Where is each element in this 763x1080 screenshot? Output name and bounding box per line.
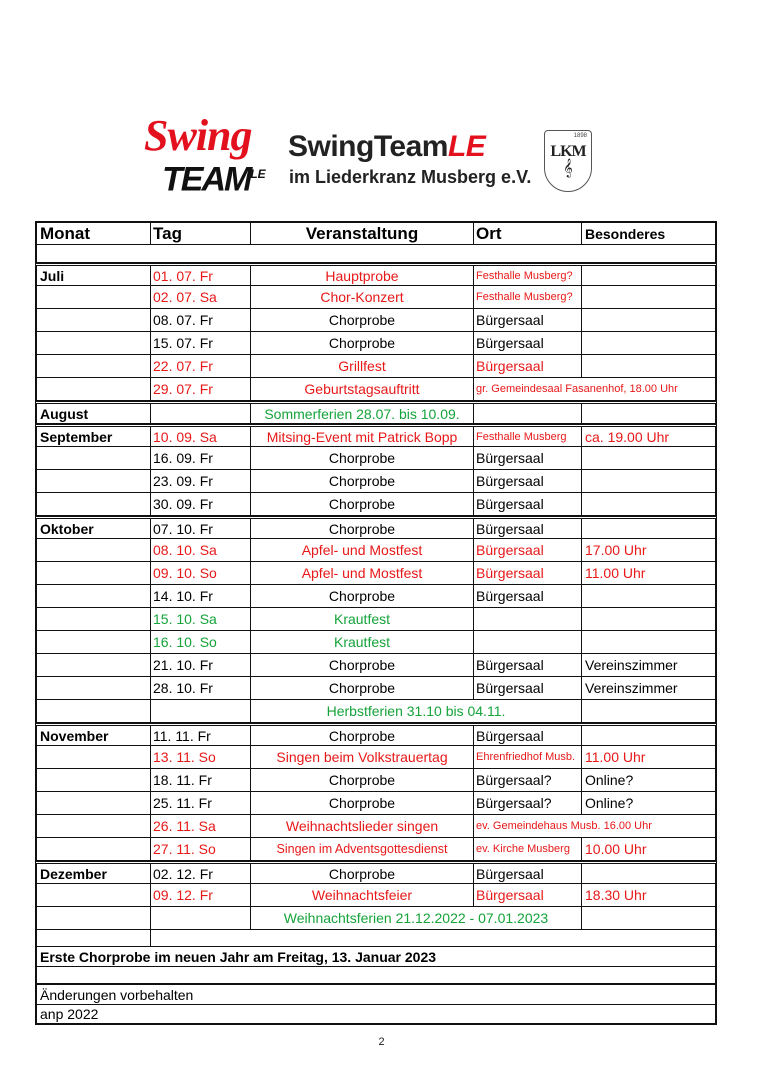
- cell-besonderes: Vereinszimmer: [581, 677, 715, 699]
- cell-veranstaltung: Grillfest: [250, 355, 473, 377]
- cell-besonderes: Vereinszimmer: [581, 654, 715, 676]
- page-number: 2: [378, 1036, 385, 1048]
- spacer-row-footer: [35, 967, 717, 985]
- cell-ort: [473, 404, 581, 423]
- cell-veranstaltung: Chorprobe: [250, 726, 473, 745]
- header-veranstaltung: Veranstaltung: [250, 223, 473, 244]
- cell-monat: [37, 677, 150, 699]
- header-tag: Tag: [150, 223, 250, 244]
- cell-veranstaltung: Mitsing-Event mit Patrick Bopp: [250, 427, 473, 446]
- cell-besonderes: [581, 493, 715, 515]
- cell-tag: 09. 12. Fr: [150, 884, 250, 906]
- cell-besonderes: [581, 355, 715, 377]
- cell-veranstaltung: Sommerferien 28.07. bis 10.09.: [250, 404, 473, 423]
- cell-monat: [37, 631, 150, 653]
- cell-tag: 08. 07. Fr: [150, 309, 250, 331]
- cell-besonderes: [581, 700, 715, 722]
- team-logo-text: [162, 156, 266, 197]
- table-row: [35, 677, 717, 700]
- table-row: [35, 309, 717, 332]
- cell-tag: 21. 10. Fr: [150, 654, 250, 676]
- cell-monat: [37, 562, 150, 584]
- cell-tag: 23. 09. Fr: [150, 470, 250, 492]
- cell-ort: ev. Gemeindehaus Musb. 16.00 Uhr: [473, 815, 715, 837]
- cell-tag: 01. 07. Fr: [150, 266, 250, 285]
- lkm-crest-logo: [544, 130, 592, 192]
- cell-besonderes: [581, 726, 715, 745]
- cell-besonderes: [581, 585, 715, 607]
- cell-ort: Bürgersaal: [473, 355, 581, 377]
- table-row: [35, 815, 717, 838]
- cell-monat: August: [40, 405, 89, 422]
- cell-tag: 13. 11. So: [150, 746, 250, 768]
- brand-title-main: SwingTeam: [288, 130, 448, 163]
- cell-monat: [37, 378, 150, 400]
- cell-tag: 10. 09. Sa: [150, 427, 250, 446]
- table-row: [35, 447, 717, 470]
- cell-veranstaltung: Weihnachtslieder singen: [250, 815, 473, 837]
- cell-ort: Bürgersaal: [473, 677, 581, 699]
- cell-monat: Juli: [40, 267, 65, 284]
- cell-tag: 18. 11. Fr: [150, 769, 250, 791]
- cell-tag: 15. 07. Fr: [150, 332, 250, 354]
- cell-ort: Bürgersaal: [473, 470, 581, 492]
- cell-monat: [37, 539, 150, 561]
- cell-monat: [37, 355, 150, 377]
- brand-subtitle: im Liederkranz Musberg e.V.: [289, 167, 532, 187]
- table-row: [35, 608, 717, 631]
- table-row: [35, 516, 717, 539]
- cell-tag: [150, 404, 250, 423]
- cell-veranstaltung: Weihnachtsfeier: [250, 884, 473, 906]
- cell-monat: [37, 493, 150, 515]
- cell-monat: [37, 608, 150, 630]
- table-row: [35, 769, 717, 792]
- cell-besonderes: [581, 447, 715, 469]
- table-row: [35, 585, 717, 608]
- cell-besonderes: Online?: [581, 769, 715, 791]
- cell-besonderes: [581, 608, 715, 630]
- cell-monat: [37, 309, 150, 331]
- cell-besonderes: [581, 631, 715, 653]
- cell-tag: 02. 12. Fr: [150, 864, 250, 883]
- cell-tag: 25. 11. Fr: [150, 792, 250, 814]
- cell-veranstaltung: Chorprobe: [250, 654, 473, 676]
- cell-veranstaltung: Chorprobe: [250, 493, 473, 515]
- cell-veranstaltung: Chorprobe: [250, 864, 473, 883]
- author-text: anp 2022: [40, 1006, 99, 1022]
- cell-veranstaltung: Geburtstagsauftritt: [250, 378, 473, 400]
- table-row: [35, 355, 717, 378]
- cell-ort: Bürgersaal: [473, 654, 581, 676]
- cell-tag: 27. 11. So: [150, 838, 250, 860]
- first-rehearsal-note: Erste Chorprobe im neuen Jahr am Freitag, 13. Januar 2023: [40, 948, 437, 965]
- cell-besonderes: [581, 519, 715, 538]
- cell-veranstaltung: Chorprobe: [250, 332, 473, 354]
- table-row: [35, 424, 717, 447]
- cell-besonderes: [581, 286, 715, 308]
- header-besonderes: Besonderes: [581, 223, 715, 244]
- cell-tag: 08. 10. Sa: [150, 539, 250, 561]
- cell-tag: [150, 700, 250, 722]
- header-logo: [140, 112, 610, 202]
- first-rehearsal-row: [35, 947, 717, 967]
- cell-tag: 07. 10. Fr: [150, 519, 250, 538]
- brand-title-accent: LE: [447, 130, 486, 163]
- cell-veranstaltung: Weihnachtsferien 21.12.2022 - 07.01.2023: [250, 907, 581, 929]
- cell-tag: 09. 10. So: [150, 562, 250, 584]
- cell-veranstaltung: Chorprobe: [250, 447, 473, 469]
- cell-monat: [37, 447, 150, 469]
- cell-veranstaltung: Krautfest: [250, 608, 473, 630]
- cell-tag: 16. 10. So: [150, 631, 250, 653]
- cell-besonderes: [581, 266, 715, 285]
- cell-veranstaltung: Apfel- und Mostfest: [250, 562, 473, 584]
- cell-veranstaltung: Chorprobe: [250, 519, 473, 538]
- cell-besonderes: 18.30 Uhr: [581, 884, 715, 906]
- table-row: [35, 263, 717, 286]
- le-text: LE: [250, 167, 266, 181]
- cell-monat: [37, 769, 150, 791]
- crest-text: LKM: [550, 143, 586, 160]
- cell-veranstaltung: Chorprobe: [250, 769, 473, 791]
- cell-veranstaltung: Chor-Konzert: [250, 286, 473, 308]
- cell-ort: gr. Gemeindesaal Fasanenhof, 18.00 Uhr: [473, 378, 715, 400]
- cell-monat: [37, 332, 150, 354]
- crest-year: 1898: [573, 133, 587, 139]
- cell-veranstaltung: Singen im Adventsgottesdienst: [250, 838, 473, 860]
- cell-ort: [473, 608, 581, 630]
- cell-besonderes: [581, 864, 715, 883]
- cell-monat: [37, 470, 150, 492]
- cell-monat: [37, 884, 150, 906]
- cell-monat: [37, 792, 150, 814]
- table-row: [35, 861, 717, 884]
- header-monat: Monat: [40, 223, 91, 243]
- cell-monat: November: [40, 727, 109, 744]
- table-row: [35, 838, 717, 861]
- cell-veranstaltung: Chorprobe: [250, 585, 473, 607]
- cell-ort: [473, 631, 581, 653]
- cell-monat: [37, 746, 150, 768]
- cell-monat: [37, 286, 150, 308]
- cell-besonderes: [581, 309, 715, 331]
- table-row: [35, 562, 717, 585]
- brand-title: [288, 130, 485, 164]
- table-row: [35, 470, 717, 493]
- cell-besonderes: [581, 332, 715, 354]
- cell-besonderes: ca. 19.00 Uhr: [581, 427, 715, 446]
- cell-ort: Bürgersaal: [473, 726, 581, 745]
- table-row: [35, 539, 717, 562]
- cell-besonderes: 10.00 Uhr: [581, 838, 715, 860]
- cell-ort: Bürgersaal: [473, 309, 581, 331]
- cell-ort: ev. Kirche Musberg: [473, 838, 581, 860]
- cell-besonderes: [581, 907, 715, 929]
- table-row: [35, 700, 717, 723]
- table-row: [35, 746, 717, 769]
- cell-besonderes: Online?: [581, 792, 715, 814]
- table-row: [35, 378, 717, 401]
- spacer-row: [35, 245, 717, 263]
- table-row: [35, 631, 717, 654]
- cell-ort: Bürgersaal: [473, 864, 581, 883]
- cell-ort: Bürgersaal: [473, 562, 581, 584]
- disclaimer-row: [35, 985, 717, 1005]
- cell-besonderes: [581, 404, 715, 423]
- table-row: [35, 884, 717, 907]
- cell-tag: 28. 10. Fr: [150, 677, 250, 699]
- cell-monat: [37, 654, 150, 676]
- table-row: [35, 654, 717, 677]
- table-row: [35, 792, 717, 815]
- cell-ort: Bürgersaal: [473, 585, 581, 607]
- cell-veranstaltung: Chorprobe: [250, 792, 473, 814]
- cell-monat: Dezember: [40, 865, 107, 882]
- spacer-cell: [150, 930, 250, 946]
- cell-ort: Ehrenfriedhof Musb.: [473, 746, 581, 768]
- cell-tag: 29. 07. Fr: [150, 378, 250, 400]
- cell-veranstaltung: Chorprobe: [250, 677, 473, 699]
- table-row: [35, 723, 717, 746]
- cell-ort: Festhalle Musberg: [473, 427, 581, 446]
- cell-tag: 26. 11. Sa: [150, 815, 250, 837]
- cell-besonderes: [581, 470, 715, 492]
- cell-tag: 16. 09. Fr: [150, 447, 250, 469]
- spacer-row-bottom: [35, 930, 717, 947]
- cell-monat: [37, 838, 150, 860]
- header-ort: Ort: [473, 223, 581, 244]
- author-row: [35, 1005, 717, 1025]
- cell-tag: [150, 907, 250, 929]
- cell-besonderes: 11.00 Uhr: [581, 746, 715, 768]
- cell-tag: 14. 10. Fr: [150, 585, 250, 607]
- cell-veranstaltung: Apfel- und Mostfest: [250, 539, 473, 561]
- cell-veranstaltung: Chorprobe: [250, 470, 473, 492]
- table-row: [35, 286, 717, 309]
- cell-monat: Oktober: [40, 520, 94, 537]
- lyre-icon: 𝄞: [563, 160, 573, 177]
- cell-ort: Bürgersaal?: [473, 769, 581, 791]
- table-row: [35, 332, 717, 355]
- cell-ort: Bürgersaal: [473, 519, 581, 538]
- team-text: TEAM: [162, 160, 251, 199]
- cell-ort: Bürgersaal: [473, 539, 581, 561]
- cell-monat: [37, 815, 150, 837]
- cell-tag: 11. 11. Fr: [150, 726, 250, 745]
- table-row: [35, 493, 717, 516]
- disclaimer-text: Änderungen vorbehalten: [40, 986, 194, 1003]
- table-header-row: [35, 221, 717, 245]
- cell-besonderes: 11.00 Uhr: [581, 562, 715, 584]
- cell-ort: Bürgersaal: [473, 884, 581, 906]
- cell-ort: Bürgersaal?: [473, 792, 581, 814]
- cell-monat: [37, 585, 150, 607]
- cell-tag: 02. 07. Sa: [150, 286, 250, 308]
- cell-monat: September: [40, 428, 113, 445]
- cell-veranstaltung: Krautfest: [250, 631, 473, 653]
- cell-veranstaltung: Hauptprobe: [250, 266, 473, 285]
- cell-ort: Bürgersaal: [473, 493, 581, 515]
- cell-ort: Festhalle Musberg?: [473, 286, 581, 308]
- cell-monat: [37, 700, 150, 722]
- swing-logo-text: Swing: [144, 111, 252, 160]
- cell-tag: 22. 07. Fr: [150, 355, 250, 377]
- cell-veranstaltung: Herbstferien 31.10 bis 04.11.: [250, 700, 581, 722]
- cell-besonderes: 17.00 Uhr: [581, 539, 715, 561]
- cell-monat: [37, 907, 150, 929]
- cell-veranstaltung: Singen beim Volkstrauertag: [250, 746, 473, 768]
- cell-veranstaltung: Chorprobe: [250, 309, 473, 331]
- table-row: [35, 401, 717, 424]
- cell-ort: Bürgersaal: [473, 332, 581, 354]
- cell-ort: Bürgersaal: [473, 447, 581, 469]
- cell-ort: Festhalle Musberg?: [473, 266, 581, 285]
- cell-tag: 30. 09. Fr: [150, 493, 250, 515]
- cell-tag: 15. 10. Sa: [150, 608, 250, 630]
- table-row: [35, 907, 717, 930]
